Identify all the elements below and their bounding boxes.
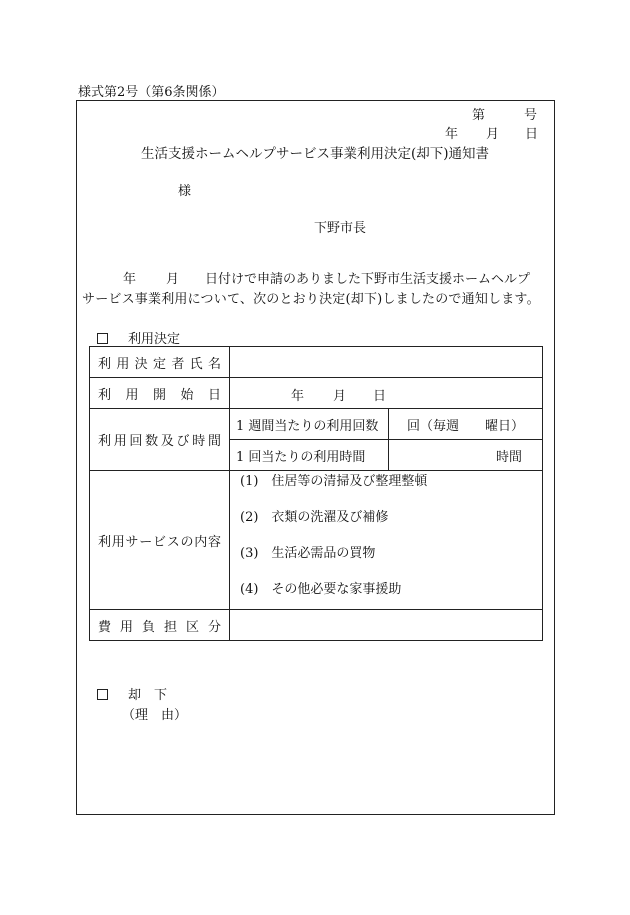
per-visit-label: 1 回当たりの利用時間 (230, 440, 389, 471)
number-go: 号 (524, 108, 538, 123)
label-frequency: 利用回数及び時間 (90, 409, 230, 471)
table-row-name (90, 347, 543, 378)
table-row-cost (90, 610, 543, 641)
decision-section-heading (97, 328, 180, 347)
weekly-label: 1 週間当たりの利用回数 (230, 409, 389, 440)
start-year: 年 (291, 389, 305, 404)
rejection-section-heading (97, 684, 167, 703)
label-services: 利用サービスの内容 (90, 471, 230, 610)
issuer: 下野市長 (314, 221, 367, 236)
number-dai: 第 (472, 108, 486, 123)
label-name: 利用決定者氏名 (90, 347, 230, 378)
service-item-1: (1) 住居等の清掃及び整理整頓 (240, 474, 428, 489)
body-year: 年 (123, 272, 137, 287)
rejection-reason-label: （理 由） (122, 708, 188, 723)
body-line1: 日付けで申請のありました下野市生活支援ホームヘルプ (205, 272, 531, 287)
date-day: 日 (525, 127, 539, 142)
service-item-4: (4) その他必要な家事援助 (240, 582, 402, 597)
field-start[interactable] (230, 378, 543, 409)
form-id: 様式第2号（第6条関係） (78, 85, 225, 100)
body-month: 月 (166, 272, 180, 287)
body-line2: サービス事業利用について、次のとおり決定(却下)しましたので通知します。 (82, 292, 540, 307)
weekly-value[interactable]: 回（毎週 曜日） (389, 409, 543, 440)
date-year: 年 (445, 127, 459, 142)
table-row-weekly (90, 409, 543, 440)
table-row-services (90, 471, 543, 610)
label-start: 利用開始日 (90, 378, 230, 409)
label-cost: 費用負担区分 (90, 610, 230, 641)
service-item-3: (3) 生活必需品の買物 (240, 546, 376, 561)
per-visit-value[interactable]: 時間 (389, 440, 543, 471)
field-name[interactable] (230, 347, 543, 378)
rejection-checkbox[interactable] (97, 689, 108, 700)
start-day: 日 (373, 389, 387, 404)
document-title: 生活支援ホームヘルプサービス事業利用決定(却下)通知書 (140, 146, 490, 162)
decision-label: 利用決定 (128, 332, 181, 347)
field-cost[interactable] (230, 610, 543, 641)
services-list (230, 471, 543, 610)
decision-checkbox[interactable] (97, 333, 108, 344)
service-item-2: (2) 衣類の洗濯及び補修 (240, 510, 389, 525)
rejection-label: 却 下 (128, 688, 168, 703)
start-month: 月 (333, 389, 347, 404)
table-row-start (90, 378, 543, 409)
decision-table (89, 346, 543, 641)
addressee-suffix: 様 (178, 184, 192, 199)
date-month: 月 (486, 127, 500, 142)
